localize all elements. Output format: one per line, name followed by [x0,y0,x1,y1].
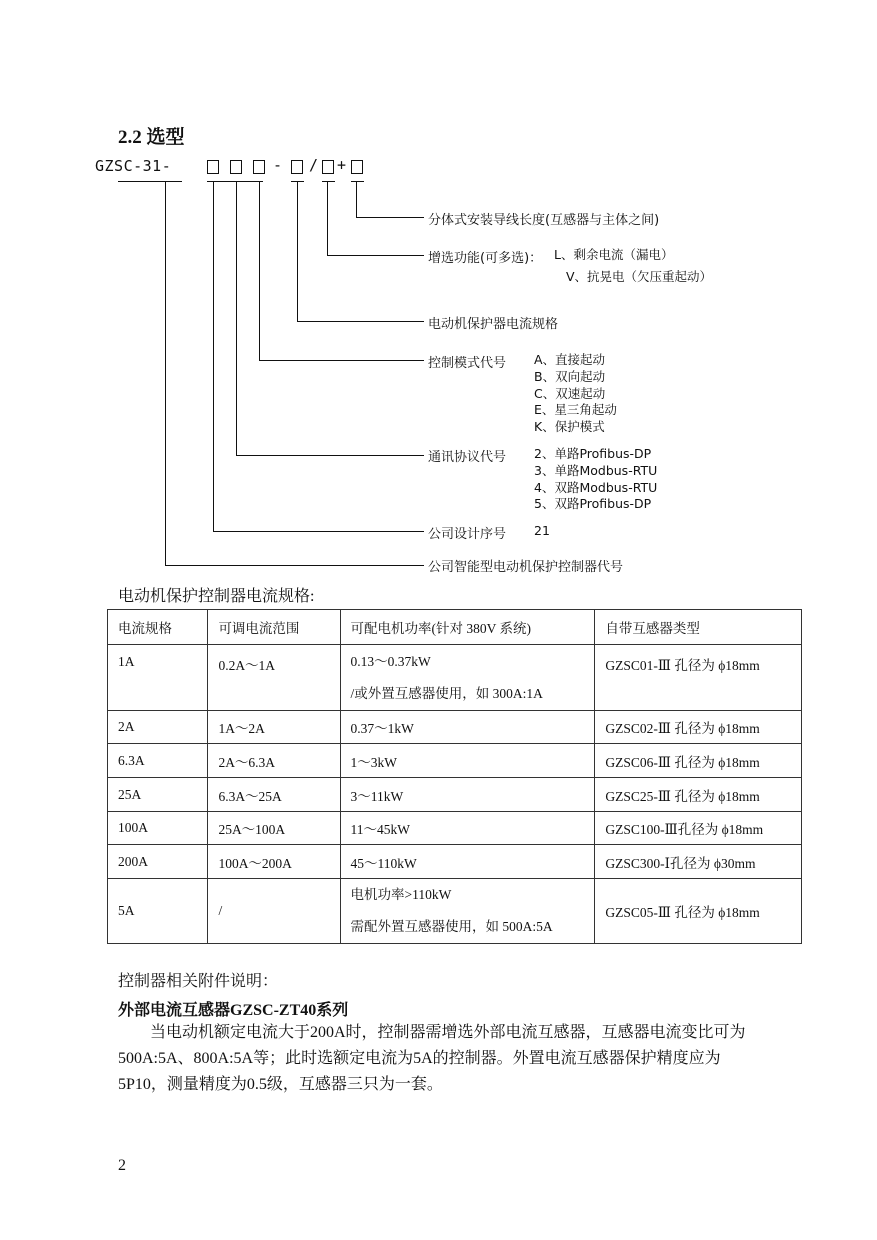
table-cell: 6.3A～25A [208,778,340,812]
table-row [108,812,802,845]
legend-options-control-mode [534,352,617,436]
code-box-4 [291,160,303,174]
code-box-6 [351,160,363,174]
table-cell: GZSC25-Ⅲ 孔径为 ϕ18mm [595,778,802,812]
legend-options-protocol [534,446,657,513]
legend-label-product-code: 公司智能型电动机保护控制器代号 [428,560,624,575]
option-item: E、星三角起动 [534,402,617,418]
table-cell: 25A～100A [208,812,340,845]
code-plus: + [337,156,347,174]
table-cell: GZSC06-Ⅲ 孔径为 ϕ18mm [595,744,802,778]
table-row [108,711,802,744]
option-item: 5、双路Profibus-DP [534,496,652,512]
box5-underline [322,181,335,182]
prefix-underline [118,181,182,182]
leader-box6-h [356,217,424,218]
option-item: 21 [534,523,550,538]
legend-label-design-serial: 公司设计序号 [428,527,507,542]
table-cell-line: 电机功率>110kW [350,887,452,902]
legend-label-wire-length: 分体式安装导线长度(互感器与主体之间) [428,213,660,228]
table-cell: 2A～6.3A [208,744,340,778]
table-caption: 电动机保护控制器电流规格: [118,588,315,605]
table-cell: 0.2A～1A [208,645,340,711]
code-dash: - [273,156,283,174]
leader-box6 [356,181,357,217]
leader-box3 [259,181,260,360]
accessory-paragraph: 当电动机额定电流大于200A时，控制器需增选外部电流互感器，互感器电流变比可为500A:5A、800A:5A等；此时选额定电流为5A的控制器。外置电流互感器保护精度应为5P10，测量精度为0.5级，互感器三只为一套。 [118,1024,746,1093]
option-item: B、双向起动 [534,368,606,384]
table-cell: 200A [108,845,208,879]
table-cell: 3～11kW [340,778,595,812]
table-cell: 100A [108,812,208,845]
table-cell: GZSC300-Ⅰ孔径为 ϕ30mm [595,845,802,879]
leader-box5-h [327,255,424,256]
table-cell: 6.3A [108,744,208,778]
leader-box1 [213,181,214,531]
accessory-title: 外部电流互感器GZSC-ZT40系列 [118,1002,349,1019]
legend-options-design-serial [534,523,550,540]
page-number: 2 [118,1157,126,1174]
option-item: 2、单路Profibus-DP [534,446,652,461]
box-underlines [207,181,263,182]
table-cell-multiline [340,879,595,944]
model-code-prefix: GZSC-31- [95,157,172,175]
table-cell: 100A～200A [208,845,340,879]
leader-box4 [297,181,298,321]
code-box-3 [253,160,265,174]
code-box-1 [207,160,219,174]
option-item: 3、单路Modbus-RTU [534,462,658,478]
option-item: 4、双路Modbus-RTU [534,479,658,495]
leader-box3-h [259,360,424,361]
table-row [108,778,802,812]
table-header-cell: 自带互感器类型 [595,610,802,645]
current-spec-table [107,609,802,944]
section-heading: 2.2 选型 [118,127,185,148]
table-cell: 1A～2A [208,711,340,744]
table-cell: 11～45kW [340,812,595,845]
table-cell: GZSC01-Ⅲ 孔径为 ϕ18mm [595,645,802,711]
table-cell: 25A [108,778,208,812]
box6-underline [351,181,364,182]
leader-prefix-h [165,565,424,566]
table-cell-line: 0.13～0.37kW [350,653,431,669]
table-cell: 5A [108,879,208,944]
leader-box2 [236,181,237,455]
option-item: L、剩余电流（漏电） [554,247,674,262]
table-cell: 1～3kW [340,744,595,778]
table-cell-multiline [340,645,595,711]
leader-box4-h [297,321,424,322]
option-item: K、保护模式 [534,419,605,435]
table-cell-line: /或外置互感器使用，如 300A:1A [350,685,543,701]
table-cell: 2A [108,711,208,744]
option-item: V、抗晃电（欠压重起动） [566,269,713,284]
option-item: C、双速起动 [534,385,606,401]
table-cell-line: 需配外置互感器使用，如 500A:5A [350,919,553,934]
leader-prefix [165,181,166,565]
table-cell: GZSC100-Ⅲ孔径为 ϕ18mm [595,812,802,845]
table-header-cell: 电流规格 [108,610,208,645]
table-row [108,744,802,778]
leader-box5 [327,181,328,255]
legend-options-extra-functions [554,247,712,286]
table-cell: 0.37～1kW [340,711,595,744]
legend-label-extra-functions: 增选功能(可多选)： [428,251,543,266]
code-box-5 [322,160,334,174]
leader-box2-h [236,455,424,456]
legend-label-protocol: 通讯协议代号 [428,450,507,465]
table-cell: 45～110kW [340,845,595,879]
legend-label-control-mode: 控制模式代号 [428,356,507,371]
table-cell: / [208,879,340,944]
table-cell: 1A [108,645,208,711]
code-box-2 [230,160,242,174]
table-header-cell: 可配电机功率(针对 380V 系统) [340,610,595,645]
table-header-row [108,610,802,645]
notes-title: 控制器相关附件说明： [118,973,279,990]
table-row [108,845,802,879]
table-header-cell: 可调电流范围 [208,610,340,645]
table-cell: GZSC05-Ⅲ 孔径为 ϕ18mm [595,879,802,944]
table-row [108,645,802,711]
legend-label-current-spec: 电动机保护器电流规格 [428,317,559,332]
table-row [108,879,802,944]
option-item: A、直接起动 [534,352,606,367]
table-cell: GZSC02-Ⅲ 孔径为 ϕ18mm [595,711,802,744]
leader-box1-h [213,531,424,532]
code-slash: / [309,156,319,174]
